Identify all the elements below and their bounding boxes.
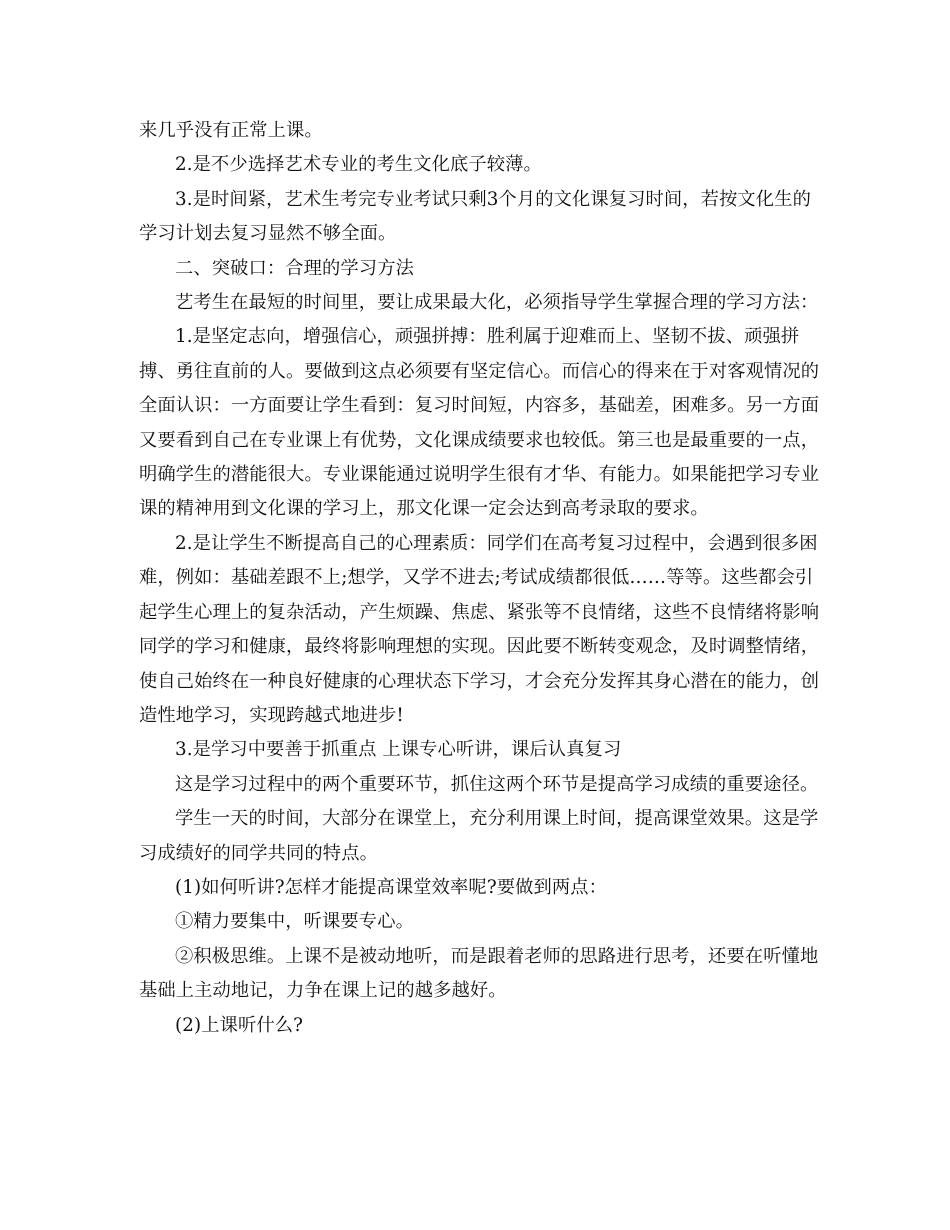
paragraph-3: 3.是时间紧，艺术生考完专业考试只剩3个月的文化课复习时间，若按文化生的学习计划去复习显然不够全面。: [139, 188, 811, 245]
paragraph-10: 学生一天的时间，大部分在课堂上，充分利用课上时间，提高课堂效果。这是学习成绩好的同学共同的特点。: [139, 808, 819, 864]
paragraph-2: 2.是不少选择艺术专业的考生文化底子较薄。: [175, 154, 542, 176]
paragraph-7: 2.是让学生不断提高自己的心理素质：同学们在高考复习过程中，会遇到很多困难，例如：基础差跟不上;想学，又学不进去;考试成绩都很低……等等。这些都会引起学生心理上的复杂活动，产生烦躁、焦虑、紧张等不良情绪，这些不良情绪将影响同学的学习和健康，最终将影响理想的实现。因此要不断转变观念，及时调整情绪，使自己始终在一种良好健康的心理状态下学习，才会充分发挥其身心潜在的能力，创造性地学习，实现跨越式地进步!: [139, 532, 820, 726]
document-page: [139, 114, 829, 1043]
paragraph-13: ②积极思维。上课不是被动地听，而是跟着老师的思路进行思考，还要在听懂地基础上主动地记，力争在课上记的越多越好。: [139, 945, 819, 1002]
paragraph-1: 来几乎没有正常上课。: [139, 120, 323, 141]
paragraph-8: 3.是学习中要善于抓重点 上课专心听讲，课后认真复习: [175, 739, 622, 761]
section-heading-2: 二、突破口：合理的学习方法: [175, 257, 414, 279]
paragraph-9: 这是学习过程中的两个重要环节，抓住这两个环节是提高学习成绩的重要途径。: [175, 773, 819, 795]
paragraph-14: (2)上课听什么?: [175, 1014, 304, 1036]
paragraph-11: (1)如何听讲?怎样才能提高课堂效率呢?要做到两点：: [175, 876, 608, 898]
paragraph-12: ①精力要集中，听课要专心。: [175, 911, 414, 933]
paragraph-6: 1.是坚定志向，增强信心，顽强拼搏：胜利属于迎难而上、坚韧不拔、顽强拼搏、勇往直前的人。要做到这点必须要有坚定信心。而信心的得来在于对客观情况的全面认识：一方面要让学生看到：复习时间短，内容多，基础差，困难多。另一方面又要看到自己在专业课上有优势，文化课成绩要求也较低。第三也是最重要的一点，明确学生的潜能很大。专业课能通过说明学生很有才华、有能力。如果能把学习专业课的精神用到文化课的学习上，那文化课一定会达到高考录取的要求。: [139, 326, 820, 520]
paragraph-5: 艺考生在最短的时间里，要让成果最大化，必须指导学生掌握合理的学习方法：: [175, 292, 819, 314]
